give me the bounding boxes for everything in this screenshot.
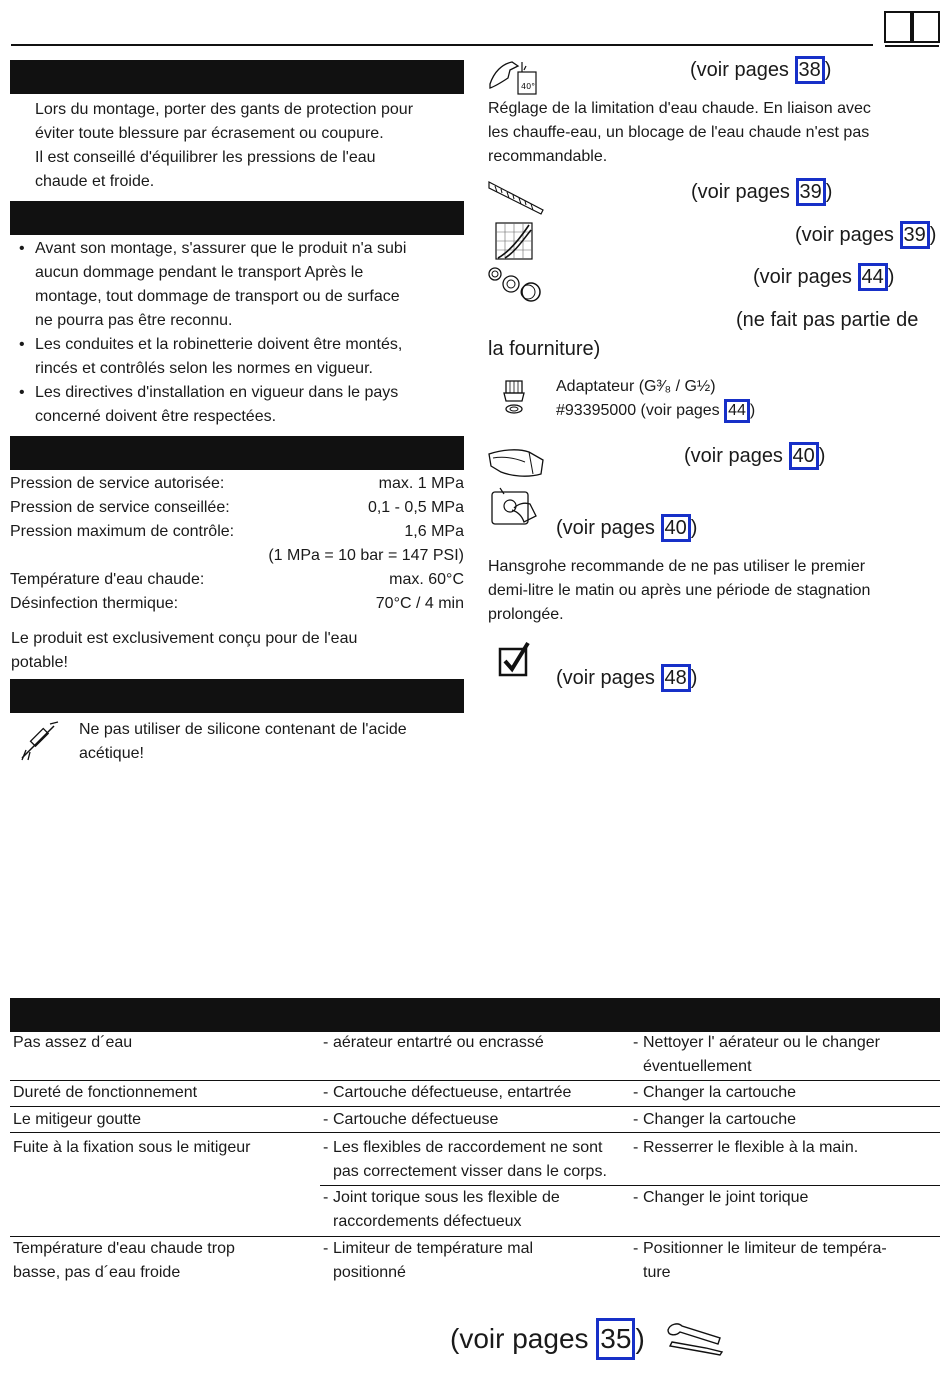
table-cell-problem: Dureté de fonctionnement [13,1084,198,1101]
hand-cleaning-icon [487,444,545,480]
not-included-note-continued: la fourniture) [488,338,601,360]
spec-row: Pression de service autorisée: max. 1 MPa [10,475,464,492]
hand-thermostat-icon [488,56,538,96]
adapter-reference[interactable]: #93395000 (voir pages 44 ) [556,399,755,423]
table-row-divider [10,1132,940,1133]
page-reference[interactable]: (voir pages 48 ) [556,664,697,692]
list-item: • Les conduites et la robinetterie doivent être montés, rincés et contrôlés selon les normes en vigueur. [11,333,465,381]
adapter-line: Adaptateur (G³⁄₈ / G½) [556,378,716,395]
table-cell-cause: - Limiteur de température mal positionné [321,1237,626,1285]
instructions-list [11,237,465,429]
page-link[interactable]: 35 [596,1318,635,1360]
section-header-technical-data [10,436,464,470]
table-cell-remedy: - Changer la cartouche [631,1108,941,1132]
table-cell-remedy: - Changer la cartouche [631,1081,941,1105]
page-link[interactable]: 39 [900,221,930,249]
table-cell-cause: - aérateur entartré ou encrassé [321,1031,626,1055]
ruler-icon [487,180,545,216]
checkbox-icon [498,641,532,677]
page-link[interactable]: 40 [789,442,819,470]
table-cell-problem: Fuite à la fixation sous le mitigeur [13,1139,251,1156]
page-link[interactable]: 48 [661,664,691,692]
page-reference[interactable]: (voir pages 39 ) [795,221,936,249]
potable-water-note: Le produit est exclusivement conçu pour de l'eau potable! [11,630,358,671]
page-link[interactable]: 44 [724,399,750,423]
svg-text:40°: 40° [521,82,536,91]
section-header-instructions [10,201,464,235]
list-item: • Avant son montage, s'assurer que le produit n'a subi aucun dommage pendant le transport Après le montage, tout dommage de transport ou de surface ne pourra pas être reconnu. [11,237,465,333]
not-included-note: (ne fait pas partie de [736,309,919,331]
footer-page-reference[interactable]: (voir pages 35 ) [450,1318,645,1360]
parts-icon [487,266,545,304]
flow-chart-icon [495,222,533,260]
page-reference[interactable]: (voir pages 40 ) [556,514,697,542]
page-reference[interactable]: (voir pages 44 ) [753,263,894,291]
spec-row: Pression de service conseillée: 0,1 - 0,5 MPa [10,499,464,516]
silicone-gun-icon [16,720,60,762]
adapter-icon [502,377,526,417]
page-reference[interactable]: (voir pages 39 ) [691,178,832,206]
table-cell-problem: Température d'eau chaude trop basse, pas d´eau froide [13,1240,235,1281]
spec-row: Pression maximum de contrôle: 1,6 MPa [10,523,464,540]
page-link[interactable]: 44 [858,263,888,291]
page-reference[interactable]: (voir pages 38 ) [690,56,831,84]
hand-handle-icon [490,486,538,528]
table-cell-cause: - Joint torique sous les flexible de raccordements défectueux [321,1186,626,1234]
hot-water-limit-text: Réglage de la limitation d'eau chaude. En liaison avec les chauffe-eau, un blocage de l'eau chaude n'est pas recommandable. [488,100,871,165]
silicone-note: Ne pas utiliser de silicone contenant de l'acide acétique! [79,721,407,762]
table-cell-cause: - Cartouche défectueuse, entartrée [321,1081,626,1105]
book-icon [884,11,940,49]
list-item: • Les directives d'installation en vigueur dans le pays concerné doivent être respectées. [11,381,465,429]
table-cell-cause: - Cartouche défectueuse [321,1108,626,1132]
spec-row: Température d'eau chaude: max. 60°C [10,571,464,588]
hansgrohe-recommendation: Hansgrohe recommande de ne pas utiliser le premier demi-litre le matin ou après une période de stagnation prolongée. [488,558,871,623]
header-rule [11,44,873,46]
table-cell-remedy: - Nettoyer l' aérateur ou le changer éventuellement [631,1031,941,1079]
section-header-silicone [10,679,464,713]
table-cell-remedy: - Changer le joint torique [631,1186,941,1210]
table-header-bar [10,998,940,1032]
page-link[interactable]: 38 [795,56,825,84]
section-header-safety [10,60,464,94]
spec-row: Désinfection thermique: 70°C / 4 min [10,595,464,612]
page-link[interactable]: 39 [796,178,826,206]
safety-text: Lors du montage, porter des gants de protection pour éviter toute blessure par écrasement ou coupure. Il est conseillé d'équilibrer les pressions de l'eau chaude et froide. [35,101,414,190]
table-cell-cause: - Les flexibles de raccordement ne sont pas correctement visser dans le corps. [321,1136,626,1184]
table-cell-remedy: - Resserrer le flexible à la main. [631,1136,941,1160]
table-cell-problem: Le mitigeur goutte [13,1111,142,1128]
page-reference[interactable]: (voir pages 40 ) [684,442,825,470]
spec-row: (1 MPa = 10 bar = 147 PSI) [268,547,464,564]
table-row-divider [10,1106,940,1107]
page-link[interactable]: 40 [661,514,691,542]
wrench-screwdriver-icon [666,1320,724,1356]
table-cell-remedy: - Positionner le limiteur de tempéra- ture [631,1237,941,1285]
table-cell-problem: Pas assez d´eau [13,1034,133,1051]
